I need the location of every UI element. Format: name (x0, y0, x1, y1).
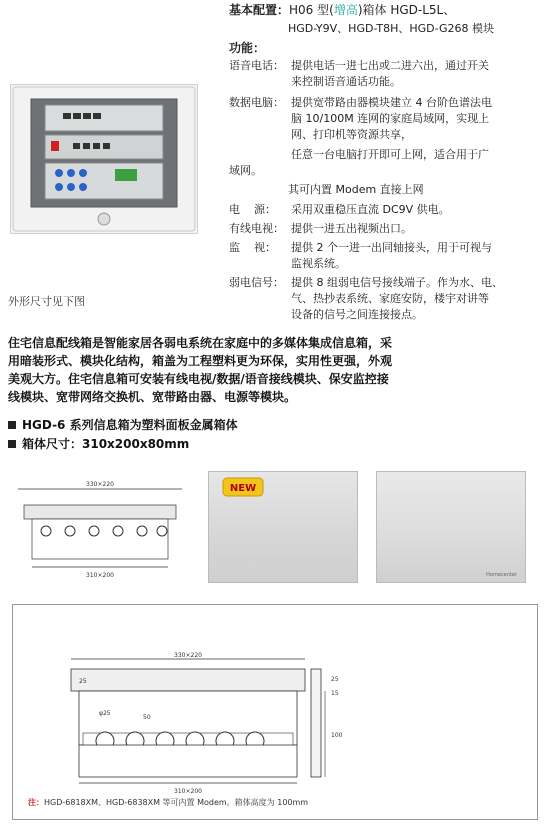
note (28, 797, 308, 808)
config-highlight: 增高 (333, 3, 358, 17)
power-label: 电 源： (229, 203, 276, 216)
new-badge: NEW (229, 483, 257, 494)
data-text-1: 提供宽带路由器模块建立 4 台阶色谱法电 (291, 96, 492, 109)
dim-bottom-label: 310×200 (174, 788, 202, 795)
config-value-a: H06 型( (289, 3, 334, 17)
data-text-5: 域网。 (229, 164, 262, 177)
desc-line-4: 线模块、宽带网络交换机、宽带路由器、电源等模块。 (8, 390, 297, 404)
phi-label: φ25 (99, 710, 111, 717)
config-line-1 (229, 4, 455, 17)
weak-text-3: 设备的信号之间连接接点。 (291, 308, 423, 321)
dim-top-label: 330×220 (86, 481, 114, 488)
config-label: 基本配置： (229, 3, 290, 17)
series-text: HGD-6 系列信息箱为塑料面板金属箱体 (22, 418, 238, 432)
weak-text-1: 提供 8 组弱电信号接线端子。作为水、电、 (291, 276, 503, 289)
weak-text-2: 气、热抄表系统、家庭安防，楼宇对讲等 (291, 292, 489, 305)
monitor-text-1: 提供 2 个一进一出同轴接头，用于可视与 (291, 241, 492, 254)
config-value-b: )箱体 HGD-L5L、 (357, 3, 456, 17)
distribution-box-illustration (11, 85, 197, 233)
monitor-text-2: 监视系统。 (291, 257, 346, 270)
dim-right-a: 25 (331, 676, 339, 683)
size-text: 箱体尺寸：310x200x80mm (22, 437, 190, 451)
config-line-2: HGD-Y9V、HGD-T8H、HGD-G268 模块 (288, 22, 495, 35)
bullet-icon (8, 421, 16, 429)
dim-100-label: 100 (331, 732, 343, 739)
dim-top-label: 330×220 (174, 652, 202, 659)
data-text-3: 网、打印机等资源共享， (291, 128, 412, 141)
dim-25-label: 25 (79, 678, 87, 685)
panel-photo-new (208, 471, 358, 583)
weak-label: 弱电信号： (229, 276, 284, 289)
dim-right-b: 15 (331, 690, 339, 697)
front-drawing-large (12, 604, 538, 820)
power-text: 采用双重稳压直流 DC9V 供电。 (291, 203, 450, 216)
voice-label: 语音电话： (229, 59, 284, 72)
series-line (8, 416, 238, 433)
size-line (8, 435, 189, 452)
tv-text: 提供一进五出视频出口。 (291, 222, 412, 235)
note-mark: 注： (28, 798, 44, 807)
dim-bottom-label: 310×200 (86, 572, 114, 579)
data-label: 数据电脑： (229, 96, 284, 109)
desc-line-3: 美观大方。住宅信息箱可安装有线电视/数据/语音接线模块、保安监控接 (8, 372, 389, 386)
product-photo (10, 84, 198, 234)
front-drawing-small (10, 471, 190, 583)
tv-label: 有线电视： (229, 222, 284, 235)
desc-line-2: 用暗装形式、模块化结构，箱盖为工程塑料更为环保，实用性更强，外观 (8, 354, 393, 368)
note-text: HGD-6818XM、HGD-6838XM 等可内置 Modem。箱体高度为 100mm (44, 798, 309, 807)
dim-50-label: 50 (143, 714, 151, 721)
description (8, 334, 542, 406)
data-text-2: 脑 10/100M 连网的家庭局域网，实现上 (291, 112, 490, 125)
desc-line-1: 住宅信息配线箱是智能家居各弱电系统在家庭中的多媒体集成信息箱，采 (8, 336, 393, 350)
modem-text: 其可内置 Modem 直接上网 (288, 183, 424, 196)
function-heading: 功能： (229, 41, 266, 55)
panel-photo-brand (376, 471, 526, 583)
monitor-label: 监 视： (229, 241, 276, 254)
voice-text-1: 提供电话一进七出或二进六出，通过开关 (291, 59, 489, 72)
data-text-4: 任意一台电脑打开即可上网，适合用于广 (291, 148, 489, 161)
photo-caption: 外形尺寸见下图 (8, 295, 85, 308)
voice-text-2: 来控制语音通话功能。 (291, 75, 401, 88)
bullet-icon (8, 440, 16, 448)
brand-label: Homecenter (486, 572, 517, 578)
